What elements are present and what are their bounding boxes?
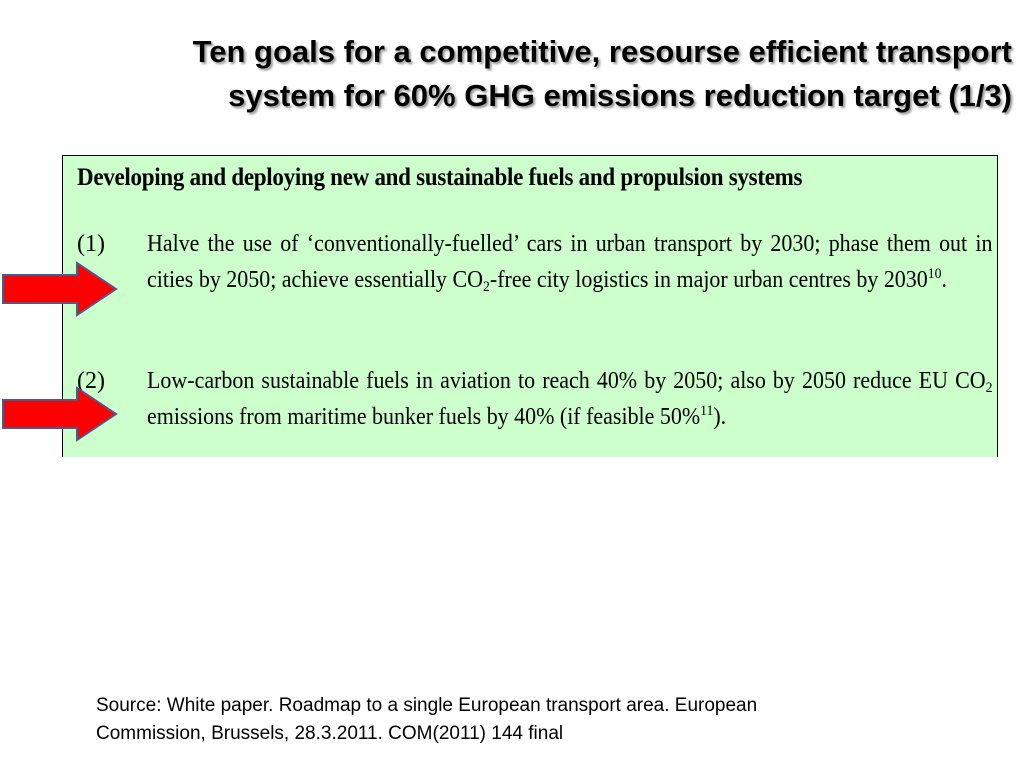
slide-title-line-2: system for 60% GHG emissions reduction target (1/3) bbox=[228, 78, 1012, 113]
goal-text-part: ). bbox=[713, 404, 727, 430]
goal-number: (2) bbox=[77, 368, 105, 394]
white-paper-excerpt bbox=[62, 155, 998, 457]
goal-text-part: . bbox=[941, 267, 947, 293]
slide-title bbox=[12, 30, 1012, 118]
goal-text-part: -free city logistics in major urban centres by 2030 bbox=[489, 267, 928, 293]
source-line-1: Source: White paper. Roadmap to a single European transport area. European bbox=[96, 695, 758, 716]
source-line-2: Commission, Brussels, 28.3.2011. COM(2011) 144 final bbox=[96, 723, 564, 744]
goal-text-part: emissions from maritime bunker fuels by 40% (if feasible 50% bbox=[147, 404, 701, 430]
right-arrow-icon bbox=[0, 261, 118, 317]
subscript: 2 bbox=[483, 279, 490, 295]
goal-number: (1) bbox=[77, 231, 105, 257]
excerpt-heading: Developing and deploying new and sustainable fuels and propulsion systems bbox=[77, 164, 803, 191]
footnote-marker: 11 bbox=[700, 403, 714, 419]
goal-text bbox=[147, 226, 992, 298]
footnote-marker: 10 bbox=[927, 266, 942, 282]
source-citation bbox=[96, 692, 916, 748]
goal-text-part: Low-carbon sustainable fuels in aviation to reach 40% by 2050; also by 2050 reduce EU CO bbox=[147, 368, 986, 394]
right-arrow-icon bbox=[0, 386, 118, 442]
slide-title-line-1: Ten goals for a competitive, resourse efficient transport bbox=[192, 34, 1012, 69]
goal-text bbox=[147, 363, 992, 435]
subscript: 2 bbox=[985, 380, 993, 396]
goal-text-part: Halve the use of ‘conventionally-fuelled’ cars in urban transport by 2030; phase them out in cities by 2050; achieve essentially CO bbox=[147, 231, 993, 293]
